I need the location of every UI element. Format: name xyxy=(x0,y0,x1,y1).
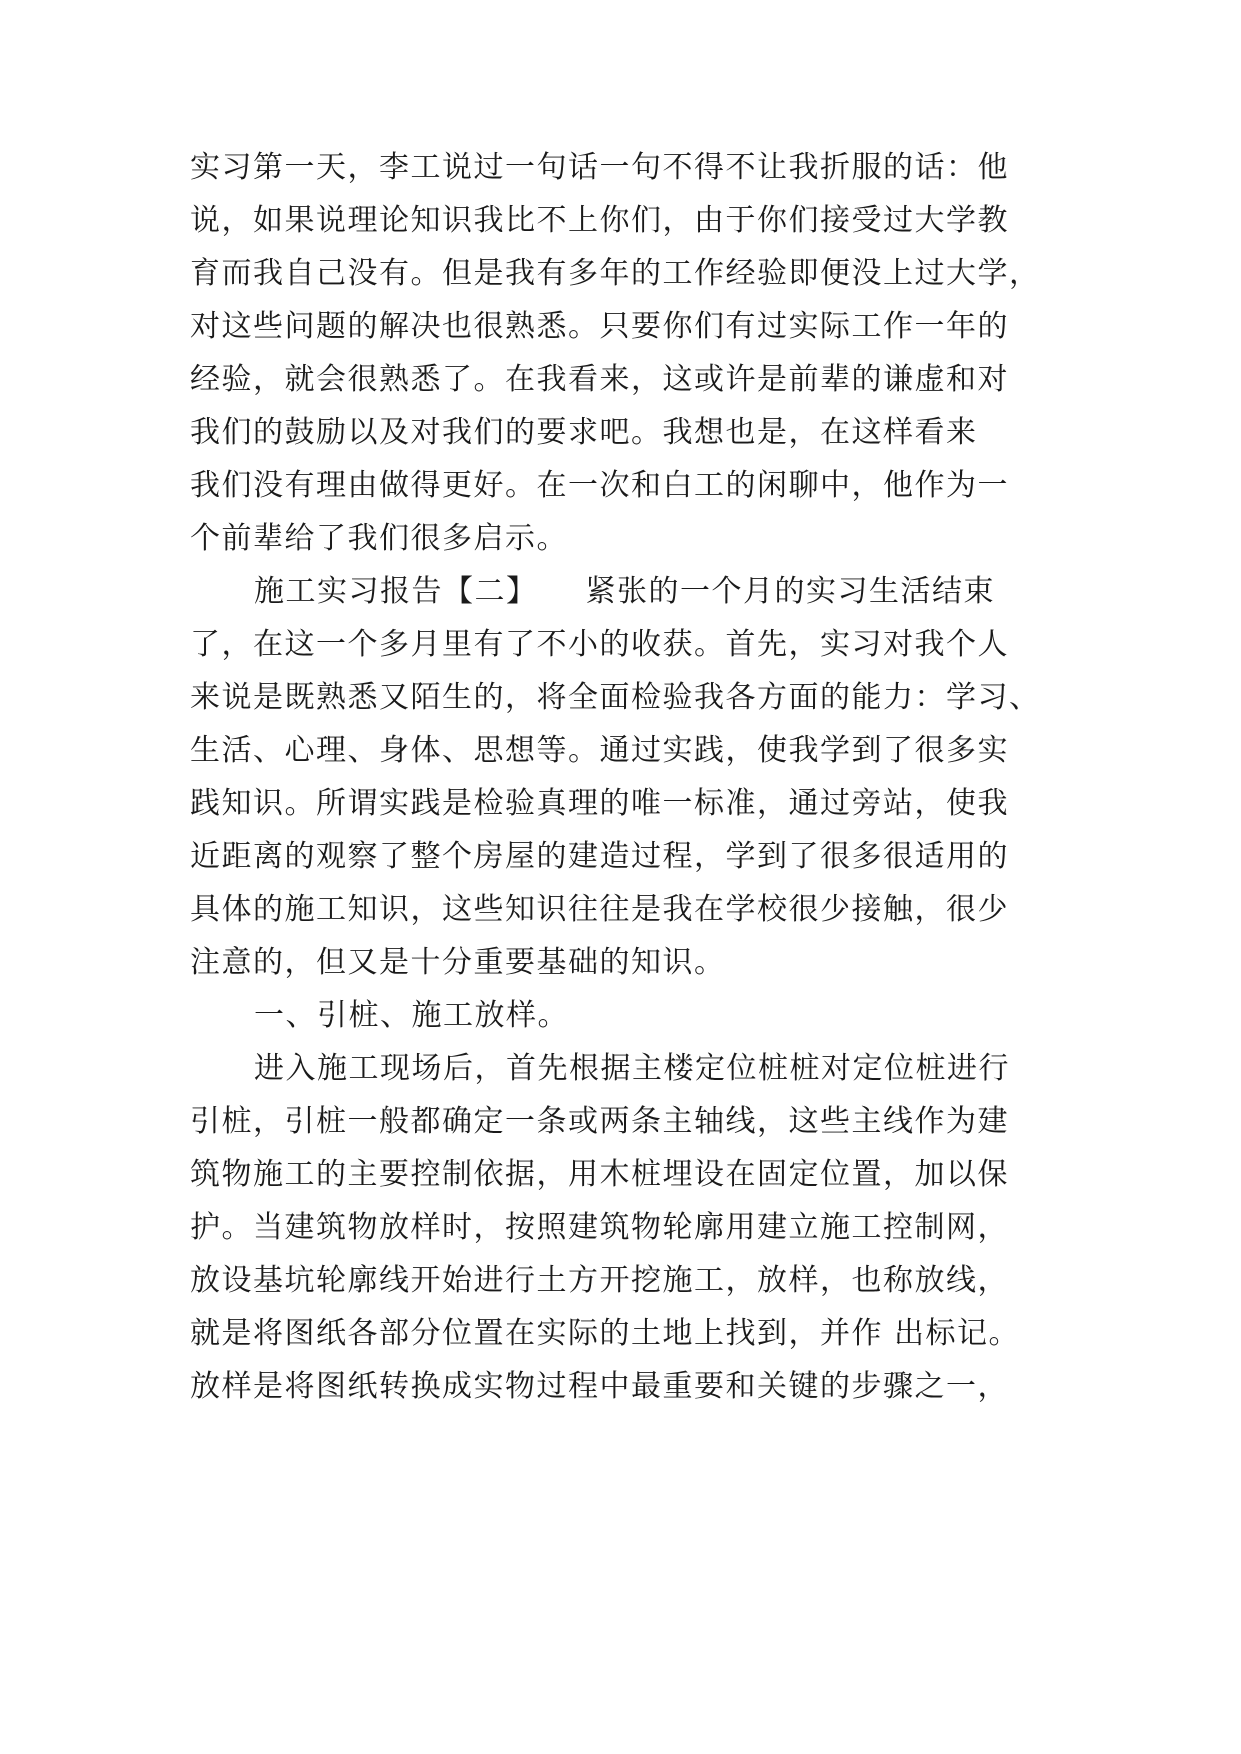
text-line: 说，如果说理论知识我比不上你们，由于你们接受过大学教 xyxy=(190,203,1009,238)
text-line: 生活、心理、身体、思想等。通过实践，使我学到了很多实 xyxy=(190,733,1009,768)
text-line: 进入施工现场后，首先根据主楼定位桩桩对定位桩进行 xyxy=(254,1051,1010,1086)
text-line: 筑物施工的主要控制依据，用木桩埋设在固定位置，加以保 xyxy=(190,1157,1009,1192)
text-line: 引桩，引桩一般都确定一条或两条主轴线，这些主线作为建 xyxy=(190,1104,1009,1139)
text-line: 放样是将图纸转换成实物过程中最重要和关键的步骤之一， xyxy=(190,1369,1009,1404)
text-line: 对这些问题的解决也很熟悉。只要你们有过实际工作一年的 xyxy=(190,309,1009,344)
text-line: 护。当建筑物放样时，按照建筑物轮廓用建立施工控制网， xyxy=(190,1210,1009,1245)
text-line: 放设基坑轮廓线开始进行土方开挖施工，放样，也称放线， xyxy=(190,1263,1009,1298)
text-line: 就是将图纸各部分位置在实际的土地上找到，并作 出标记。 xyxy=(190,1316,1021,1351)
text-line: 近距离的观察了整个房屋的建造过程，学到了很多很适用的 xyxy=(190,839,1009,874)
text-line: 了，在这一个多月里有了不小的收获。首先，实习对我个人 xyxy=(190,627,1009,662)
text-line: 践知识。所谓实践是检验真理的唯一标准，通过旁站，使我 xyxy=(190,786,1009,821)
text-line: 注意的，但又是十分重要基础的知识。 xyxy=(190,945,726,980)
text-line: 我们的鼓励以及对我们的要求吧。我想也是，在这样看来 xyxy=(190,415,978,450)
text-line: 来说是既熟悉又陌生的，将全面检验我各方面的能力：学习、 xyxy=(190,680,1041,715)
text-line: 实习第一天，李工说过一句话一句不得不让我折服的话：他 xyxy=(190,150,1009,185)
subheading-line: 一、引桩、施工放样。 xyxy=(254,998,569,1033)
text-line: 我们没有理由做得更好。在一次和白工的闲聊中，他作为一 xyxy=(190,468,1009,503)
text-line: 个前辈给了我们很多启示。 xyxy=(190,521,568,556)
text-line: 具体的施工知识，这些知识往往是我在学校很少接触，很少 xyxy=(190,892,1009,927)
section-heading-line: 施工实习报告【二】 紧张的一个月的实习生活结束 xyxy=(254,574,995,609)
text-line: 经验，就会很熟悉了。在我看来，这或许是前辈的谦虚和对 xyxy=(190,362,1009,397)
text-line: 育而我自己没有。但是我有多年的工作经验即便没上过大学， xyxy=(190,256,1041,291)
